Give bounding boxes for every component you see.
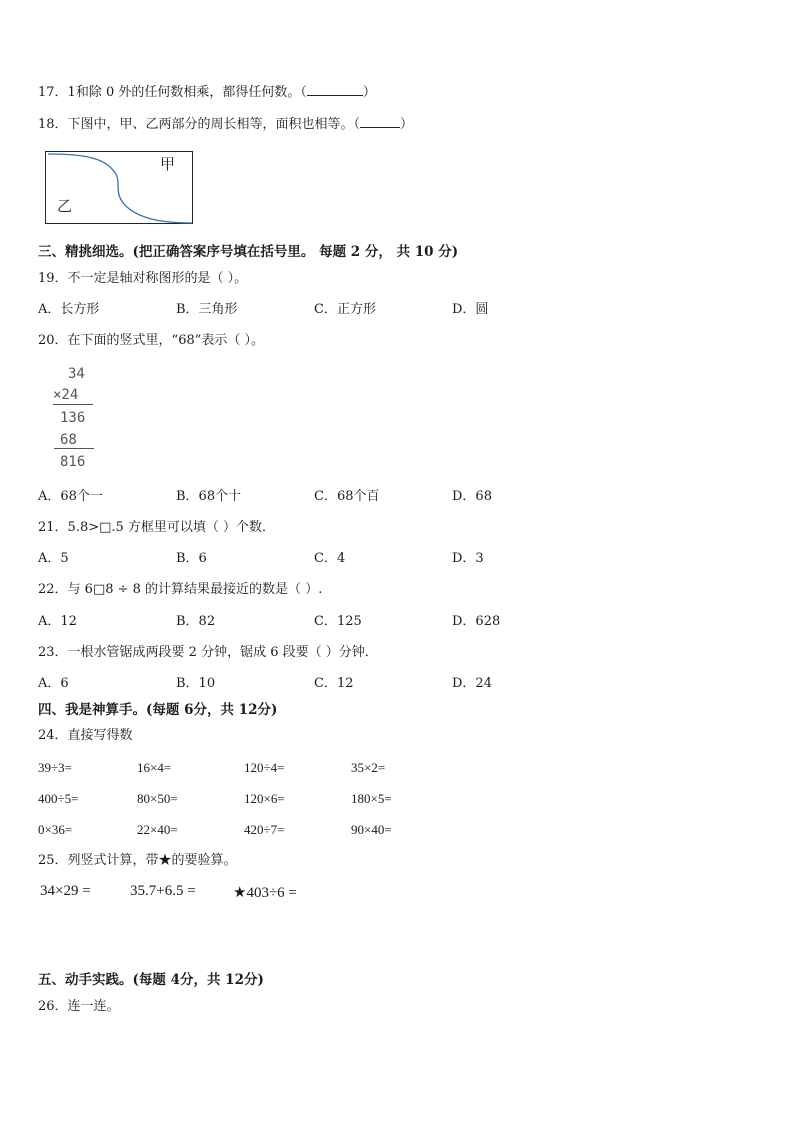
option-19-d[interactable]: D．圆	[452, 302, 489, 317]
calc-r2-c3: 120×6=	[244, 791, 285, 806]
question-18	[38, 115, 413, 133]
option-19-a[interactable]: A．长方形	[38, 302, 100, 317]
answer-blank-17[interactable]	[307, 83, 363, 96]
option-22-c[interactable]: C．125	[314, 614, 362, 629]
question-17-text: 17．1和除 0 外的任何数相乘，都得任何数。（	[38, 85, 307, 100]
question-17-close: ）	[362, 85, 376, 100]
vertical-line-3: 136	[60, 410, 86, 426]
question-17	[38, 83, 376, 101]
vertical-calc-3	[233, 883, 297, 902]
answer-blank-18[interactable]	[360, 115, 400, 128]
option-19-b[interactable]: B．三角形	[176, 302, 238, 317]
calc-r3-c2: 22×40=	[137, 822, 178, 837]
question-25-text: 25．列竖式计算，带★的要验算。	[38, 853, 237, 868]
option-23-b[interactable]: B．10	[176, 676, 216, 691]
option-21-b[interactable]: B．6	[176, 551, 207, 566]
section-5-heading: 五、动手实践。(每题 4分，共 12分)	[38, 972, 264, 988]
question-23-text: 23．一根水管锯成两段要 2 分钟，锯成 6 段要（ ）分钟．	[38, 645, 378, 660]
option-22-d[interactable]: D．628	[452, 614, 501, 629]
question-20-text: 20．在下面的竖式里，“68”表示（ ）。	[38, 333, 265, 348]
option-20-c[interactable]: C．68个百	[314, 489, 380, 504]
vertical-line-1: 34	[68, 366, 85, 382]
vertical-line-2: ×24	[53, 387, 79, 403]
vertical-line-4: 68	[60, 432, 77, 448]
calc-r1-c1: 39÷3=	[38, 760, 72, 775]
question-22-text: 22．与 6□8 ÷ 8 的计算结果最接近的数是（ ）.	[38, 582, 323, 597]
vertical-multiplication	[53, 366, 98, 476]
question-24-text: 24．直接写得数	[38, 728, 133, 743]
calc-r1-c2: 16×4=	[137, 760, 172, 775]
vertical-rule-2	[54, 448, 94, 449]
question-21-text: 21．5.8>□.5 方框里可以填（ ）个数．	[38, 520, 276, 535]
vertical-line-5: 816	[60, 454, 86, 470]
calc-r2-c1: 400÷5=	[38, 791, 79, 806]
figure-label-yi: 乙	[57, 197, 73, 215]
vertical-rule-1	[53, 404, 93, 405]
vertical-calc-3-text: 403÷6 =	[246, 885, 297, 901]
calc-r3-c3: 420÷7=	[244, 822, 285, 837]
calc-r1-c4: 35×2=	[351, 760, 386, 775]
calc-r1-c3: 120÷4=	[244, 760, 285, 775]
calc-r3-c4: 90×40=	[351, 822, 392, 837]
option-23-c[interactable]: C．12	[314, 676, 354, 691]
section-4-heading: 四、我是神算手。(每题 6分，共 12分)	[38, 702, 278, 718]
option-22-a[interactable]: A．12	[38, 614, 77, 629]
option-23-d[interactable]: D．24	[452, 676, 492, 691]
option-20-b[interactable]: B．68个十	[176, 489, 242, 504]
option-21-d[interactable]: D．3	[452, 551, 484, 566]
figure-label-jia: 甲	[160, 155, 176, 173]
vertical-calc-2: 35.7+6.5 =	[130, 883, 196, 899]
question-19-text: 19．不一定是轴对称图形的是（ ）。	[38, 271, 248, 286]
calc-r2-c4: 180×5=	[351, 791, 392, 806]
option-21-a[interactable]: A．5	[38, 551, 69, 566]
option-22-b[interactable]: B．82	[176, 614, 216, 629]
question-26-text: 26．连一连。	[38, 999, 120, 1014]
option-20-a[interactable]: A．68个一	[38, 489, 103, 504]
question-18-text: 18．下图中，甲、乙两部分的周长相等，面积也相等。（	[38, 117, 361, 132]
section-3-heading: 三、精挑细选。(把正确答案序号填在括号里。 每题 2 分， 共 10 分)	[38, 244, 459, 260]
option-21-c[interactable]: C．4	[314, 551, 346, 566]
calc-r2-c2: 80×50=	[137, 791, 178, 806]
option-20-d[interactable]: D．68	[452, 489, 492, 504]
figure-18	[45, 151, 193, 224]
question-18-close: ）	[400, 117, 414, 132]
vertical-calc-1: 34×29 =	[40, 883, 91, 899]
option-19-c[interactable]: C．正方形	[314, 302, 376, 317]
star-icon: ★	[233, 885, 247, 901]
calc-r3-c1: 0×36=	[38, 822, 73, 837]
option-23-a[interactable]: A．6	[38, 676, 69, 691]
